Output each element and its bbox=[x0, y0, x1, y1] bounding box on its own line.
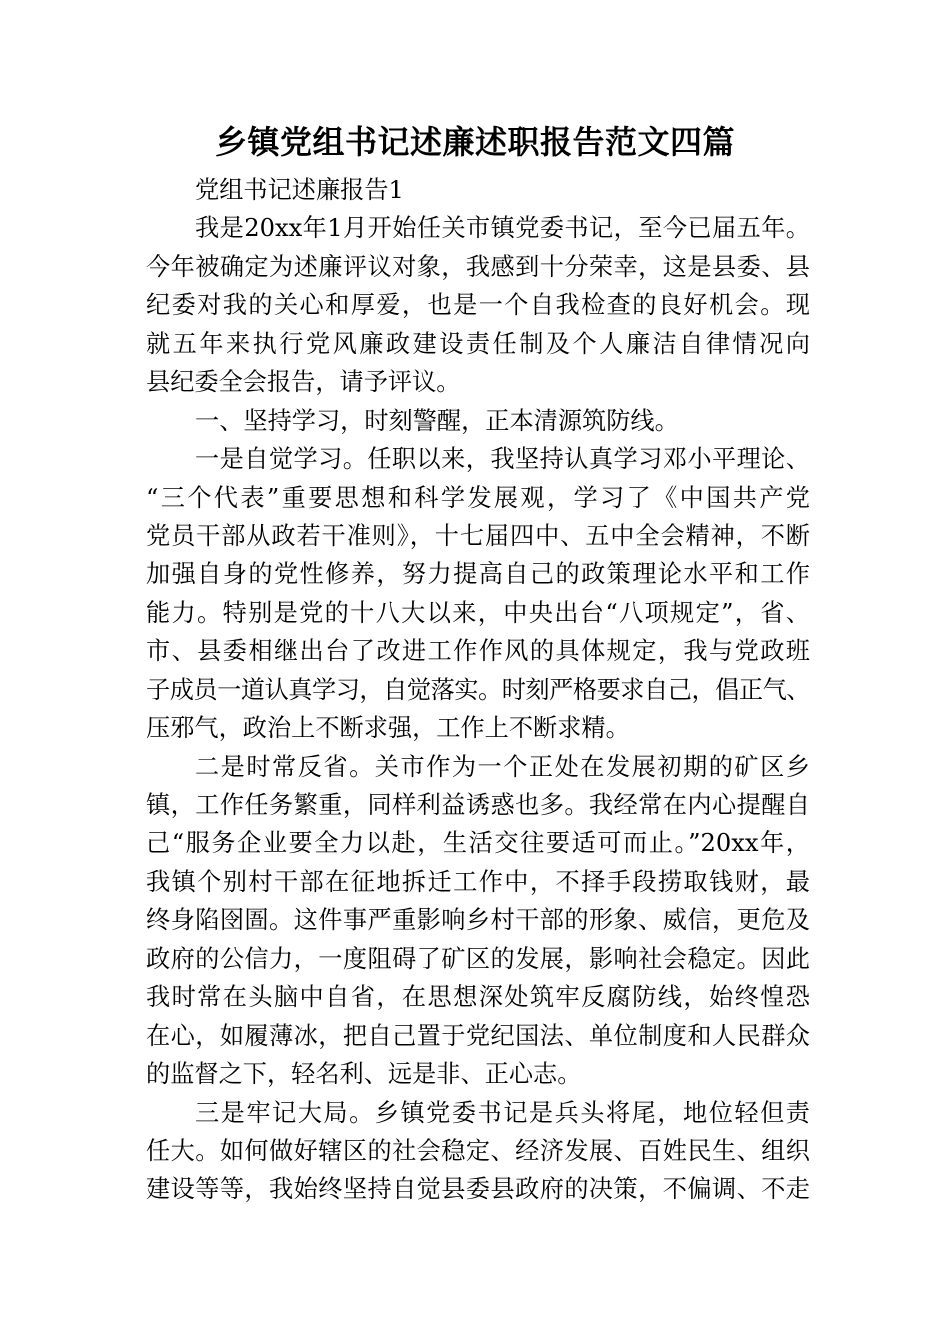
text-line: 二是时常反省。关市作为一个正处在发展初期的矿区乡 bbox=[195, 752, 810, 781]
text-line: 党员干部从政若干准则》，十七届四中、五中全会精神，不断 bbox=[146, 521, 810, 550]
text-line: 镇，工作任务繁重，同样利益诱惑也多。我经常在内心提醒自 bbox=[146, 791, 810, 819]
text-line: 政府的公信力，一度阻碍了矿区的发展，影响社会稳定。因此 bbox=[146, 944, 810, 973]
text-line: 任大。如何做好辖区的社会稳定、经济发展、百姓民生、组织 bbox=[146, 1136, 810, 1165]
text-line: 在心，如履薄冰，把自己置于党纪国法、单位制度和人民群众 bbox=[146, 1021, 810, 1050]
text-line: 一是自觉学习。任职以来，我坚持认真学习邓小平理论、 bbox=[195, 445, 810, 474]
document-body bbox=[146, 171, 810, 1209]
text-line: 市、县委相继出台了改进工作作风的具体规定，我与党政班 bbox=[146, 637, 810, 666]
text-line: 三是牢记大局。乡镇党委书记是兵头将尾，地位轻但责 bbox=[195, 1098, 810, 1127]
text-line: 己“服务企业要全力以赴，生活交往要适可而止。”20xx年， bbox=[146, 829, 810, 858]
text-line: “三个代表”重要思想和科学发展观，学习了《中国共产党 bbox=[146, 483, 810, 512]
text-line: 的监督之下，轻名利、远是非、正心志。 bbox=[146, 1060, 582, 1089]
text-line: 压邪气，政治上不断求强，工作上不断求精。 bbox=[146, 714, 630, 743]
text-line: 今年被确定为述廉评议对象，我感到十分荣幸，这是县委、县 bbox=[146, 252, 810, 281]
text-line: 我时常在头脑中自省，在思想深处筑牢反腐防线，始终惶恐 bbox=[146, 983, 810, 1012]
text-line: 一、坚持学习，时刻警醒，正本清源筑防线。 bbox=[195, 406, 679, 435]
text-line: 县纪委全会报告，请予评议。 bbox=[146, 368, 461, 397]
document-title: 乡镇党组书记述廉述职报告范文四篇 bbox=[214, 123, 735, 161]
text-line: 纪委对我的关心和厚爱，也是一个自我检查的良好机会。现 bbox=[146, 291, 810, 320]
text-line: 子成员一道认真学习，自觉落实。时刻严格要求自己，倡正气、 bbox=[146, 675, 810, 704]
text-line: 就五年来执行党风廉政建设责任制及个人廉洁自律情况向 bbox=[146, 329, 810, 358]
text-line: 建设等等，我始终坚持自觉县委县政府的决策，不偏调、不走 bbox=[146, 1175, 810, 1204]
text-line: 能力。特别是党的十八大以来，中央出台“八项规定”，省、 bbox=[146, 598, 810, 627]
text-line: 我是20xx年1月开始任关市镇党委书记，至今已届五年。 bbox=[195, 214, 810, 243]
text-line: 我镇个别村干部在征地拆迁工作中，不择手段捞取钱财，最 bbox=[146, 867, 810, 896]
text-line: 党组书记述廉报告1 bbox=[195, 176, 404, 204]
text-line: 加强自身的党性修养，努力提高自己的政策理论水平和工作 bbox=[146, 560, 810, 589]
text-line: 终身陷囹圄。这件事严重影响乡村干部的形象、威信，更危及 bbox=[146, 906, 810, 935]
